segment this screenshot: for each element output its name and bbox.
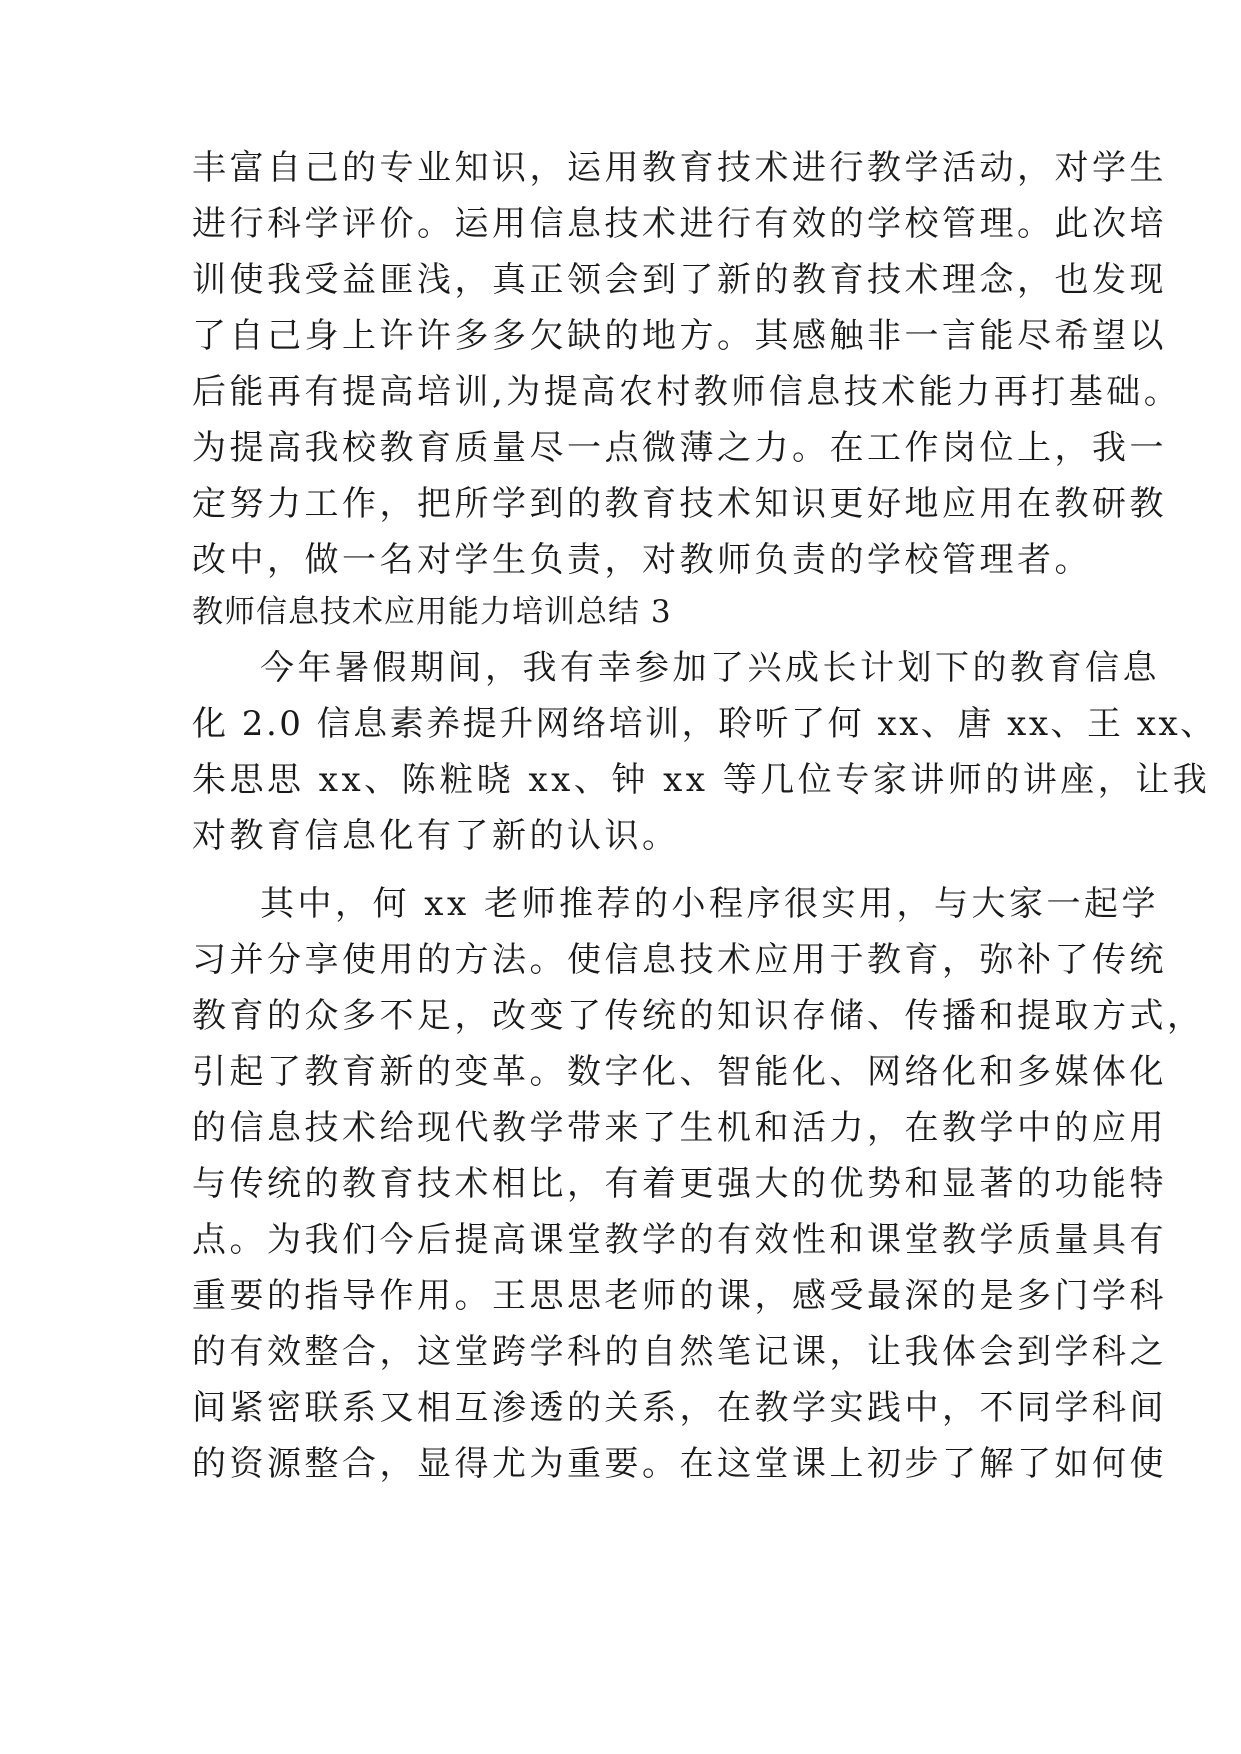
paragraph-2-line-1: 今年暑假期间，我有幸参加了兴成长计划下的教育信息 — [260, 648, 1160, 688]
paragraph-1-line-6: 为提高我校教育质量尽一点微薄之力。在工作岗位上，我一 — [192, 428, 1167, 468]
paragraph-1-line-5: 后能再有提高培训,为提高农村教师信息技术能力再打基础。 — [192, 372, 1182, 412]
paragraph-2-line-2: 化 2.0 信息素养提升网络培训，聆听了何 xx、唐 xx、王 xx、 — [192, 704, 1217, 744]
paragraph-1-line-4: 了自己身上许许多多欠缺的地方。其感触非一言能尽希望以 — [192, 316, 1167, 356]
paragraph-3-line-11: 的资源整合，显得尤为重要。在这堂课上初步了解了如何使 — [192, 1444, 1167, 1484]
paragraph-3-line-6: 与传统的教育技术相比，有着更强大的优势和显著的功能特 — [192, 1164, 1167, 1204]
paragraph-1-line-2: 进行科学评价。运用信息技术进行有效的学校管理。此次培 — [192, 204, 1167, 244]
paragraph-3-line-7: 点。为我们今后提高课堂教学的有效性和课堂教学质量具有 — [192, 1220, 1167, 1260]
paragraph-2-line-3: 朱思思 xx、陈粧晓 xx、钟 xx 等几位专家讲师的讲座，让我 — [192, 760, 1211, 800]
paragraph-2-line-4: 对教育信息化有了新的认识。 — [192, 816, 680, 856]
paragraph-3-line-9: 的有效整合，这堂跨学科的自然笔记课，让我体会到学科之 — [192, 1332, 1167, 1372]
paragraph-1-line-8: 改中，做一名对学生负责，对教师负责的学校管理者。 — [192, 540, 1092, 580]
section-heading: 教师信息技术应用能力培训总结 3 — [192, 594, 672, 630]
paragraph-3-line-2: 习并分享使用的方法。使信息技术应用于教育，弥补了传统 — [192, 940, 1167, 980]
paragraph-1-line-3: 训使我受益匪浅，真正领会到了新的教育技术理念，也发现 — [192, 260, 1167, 300]
paragraph-3-line-5: 的信息技术给现代教学带来了生机和活力，在教学中的应用 — [192, 1108, 1167, 1148]
paragraph-3-line-3: 教育的众多不足，改变了传统的知识存储、传播和提取方式， — [192, 996, 1205, 1036]
paragraph-1-line-7: 定努力工作，把所学到的教育技术知识更好地应用在教研教 — [192, 484, 1167, 524]
paragraph-3-line-4: 引起了教育新的变革。数字化、智能化、网络化和多媒体化 — [192, 1052, 1167, 1092]
paragraph-1-line-1: 丰富自己的专业知识，运用教育技术进行教学活动，对学生 — [192, 148, 1167, 188]
paragraph-3-line-8: 重要的指导作用。王思思老师的课，感受最深的是多门学科 — [192, 1276, 1167, 1316]
paragraph-3-line-10: 间紧密联系又相互渗透的关系，在教学实践中，不同学科间 — [192, 1388, 1167, 1428]
paragraph-3-line-1: 其中，何 xx 老师推荐的小程序很实用，与大家一起学 — [260, 884, 1159, 924]
